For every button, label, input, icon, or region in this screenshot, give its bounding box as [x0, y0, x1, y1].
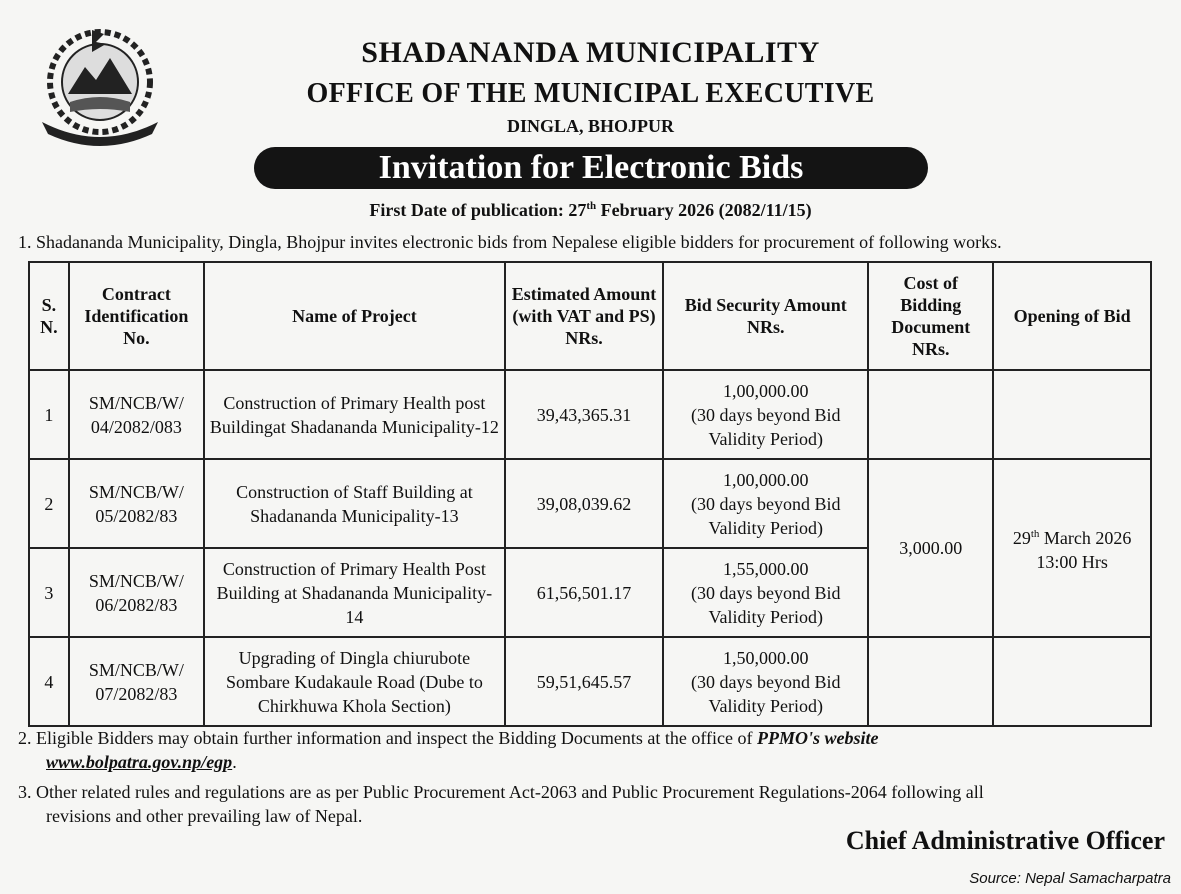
opening-day: 29 — [1012, 528, 1031, 548]
table-row — [29, 637, 1151, 726]
cell-sn: 2 — [29, 459, 69, 548]
opening-date — [998, 522, 1146, 550]
cell-cost: 3,000.00 — [868, 459, 993, 637]
security-amount: 1,00,000.00 — [722, 380, 809, 401]
opening-date-rest: March 2026 — [1039, 528, 1132, 548]
header-opening: Opening of Bid — [993, 262, 1151, 370]
cell-opening — [993, 459, 1151, 637]
note-2-line2 — [18, 750, 1170, 774]
header-cost: Cost of Bidding Document NRs. — [868, 262, 993, 370]
cell-security — [663, 370, 868, 459]
signature-title: Chief Administrative Officer — [845, 826, 1165, 855]
bids-table — [28, 261, 1152, 727]
note-3-line2: revisions and other prevailing law of Nepal. — [46, 806, 363, 826]
cell-opening-empty — [993, 370, 1151, 459]
cell-estimate: 39,43,365.31 — [505, 370, 664, 459]
cell-cost-empty — [868, 370, 993, 459]
header-contract: Contract Identification No. — [69, 262, 204, 370]
cell-contract: SM/NCB/W/ 07/2082/83 — [69, 637, 204, 726]
cell-estimate: 59,51,645.57 — [505, 637, 664, 726]
ppmo-label: PPMO's website — [757, 728, 879, 748]
cell-security — [663, 459, 868, 548]
intro-paragraph: 1. Shadananda Municipality, Dingla, Bhojpur invites electronic bids from Nepalese eligible bidders for procurement of following works. — [18, 232, 1002, 252]
note-2-text: 2. Eligible Bidders may obtain further information and inspect the Bidding Documents at the office of — [18, 728, 753, 748]
cell-sn: 1 — [29, 370, 69, 459]
office-location: DINGLA, BHOJPUR — [506, 116, 674, 136]
cell-security — [663, 637, 868, 726]
security-note: (30 days beyond Bid Validity Period) — [690, 493, 841, 538]
security-note: (30 days beyond Bid Validity Period) — [690, 582, 841, 627]
cell-project: Upgrading of Dingla chiurubote Sombare Kudakaule Road (Dube to Chirkhuwa Khola Section) — [204, 637, 505, 726]
office-name: OFFICE OF THE MUNICIPAL EXECUTIVE — [306, 78, 875, 109]
source-credit: Source: Nepal Samacharpatra — [969, 870, 1171, 887]
cell-contract: SM/NCB/W/ 06/2082/83 — [69, 548, 204, 637]
cell-estimate: 39,08,039.62 — [505, 459, 664, 548]
cell-opening-empty — [993, 637, 1151, 726]
header-sn: S. N. — [29, 262, 69, 370]
publication-date-prefix: First Date of publication: 27 — [369, 200, 587, 220]
note-2-line1 — [18, 726, 1170, 750]
security-amount: 1,50,000.00 — [722, 647, 809, 668]
header-security: Bid Security Amount NRs. — [663, 262, 868, 370]
publication-date-sup: th — [586, 200, 597, 212]
notice-title-banner: Invitation for Electronic Bids — [254, 147, 928, 189]
cell-security — [663, 548, 868, 637]
opening-sup: th — [1030, 528, 1040, 540]
cell-sn: 3 — [29, 548, 69, 637]
cell-estimate: 61,56,501.17 — [505, 548, 664, 637]
security-note: (30 days beyond Bid Validity Period) — [690, 671, 841, 716]
note-2 — [18, 726, 1170, 774]
note-3-line1: 3. Other related rules and regulations are as per Public Procurement Act-2063 and Public Procurement Regulations-2064 following all — [18, 782, 984, 802]
table-header-row — [29, 262, 1151, 370]
cell-sn: 4 — [29, 637, 69, 726]
cell-contract: SM/NCB/W/ 05/2082/83 — [69, 459, 204, 548]
security-amount: 1,55,000.00 — [722, 558, 809, 579]
cell-contract: SM/NCB/W/ 04/2082/083 — [69, 370, 204, 459]
header-project: Name of Project — [204, 262, 505, 370]
cell-project: Construction of Primary Health post Buildingat Shadananda Municipality-12 — [204, 370, 505, 459]
header-estimate: Estimated Amount (with VAT and PS) NRs. — [505, 262, 664, 370]
publication-date — [0, 200, 1181, 221]
publication-date-suffix: February 2026 (2082/11/15) — [596, 200, 812, 220]
municipality-name: SHADANANDA MUNICIPALITY — [361, 36, 820, 69]
security-note: (30 days beyond Bid Validity Period) — [690, 404, 841, 449]
cell-cost-empty — [868, 637, 993, 726]
security-amount: 1,00,000.00 — [722, 469, 809, 490]
table-row — [29, 370, 1151, 459]
opening-time: 13:00 Hrs — [1036, 552, 1108, 572]
table-row — [29, 459, 1151, 548]
note-2-end: . — [232, 752, 237, 772]
note-3 — [18, 780, 1170, 828]
bolpatra-link[interactable]: www.bolpatra.gov.np/egp — [46, 752, 233, 772]
cell-project: Construction of Primary Health Post Building at Shadananda Municipality-14 — [204, 548, 505, 637]
cell-project: Construction of Staff Building at Shadananda Municipality-13 — [204, 459, 505, 548]
